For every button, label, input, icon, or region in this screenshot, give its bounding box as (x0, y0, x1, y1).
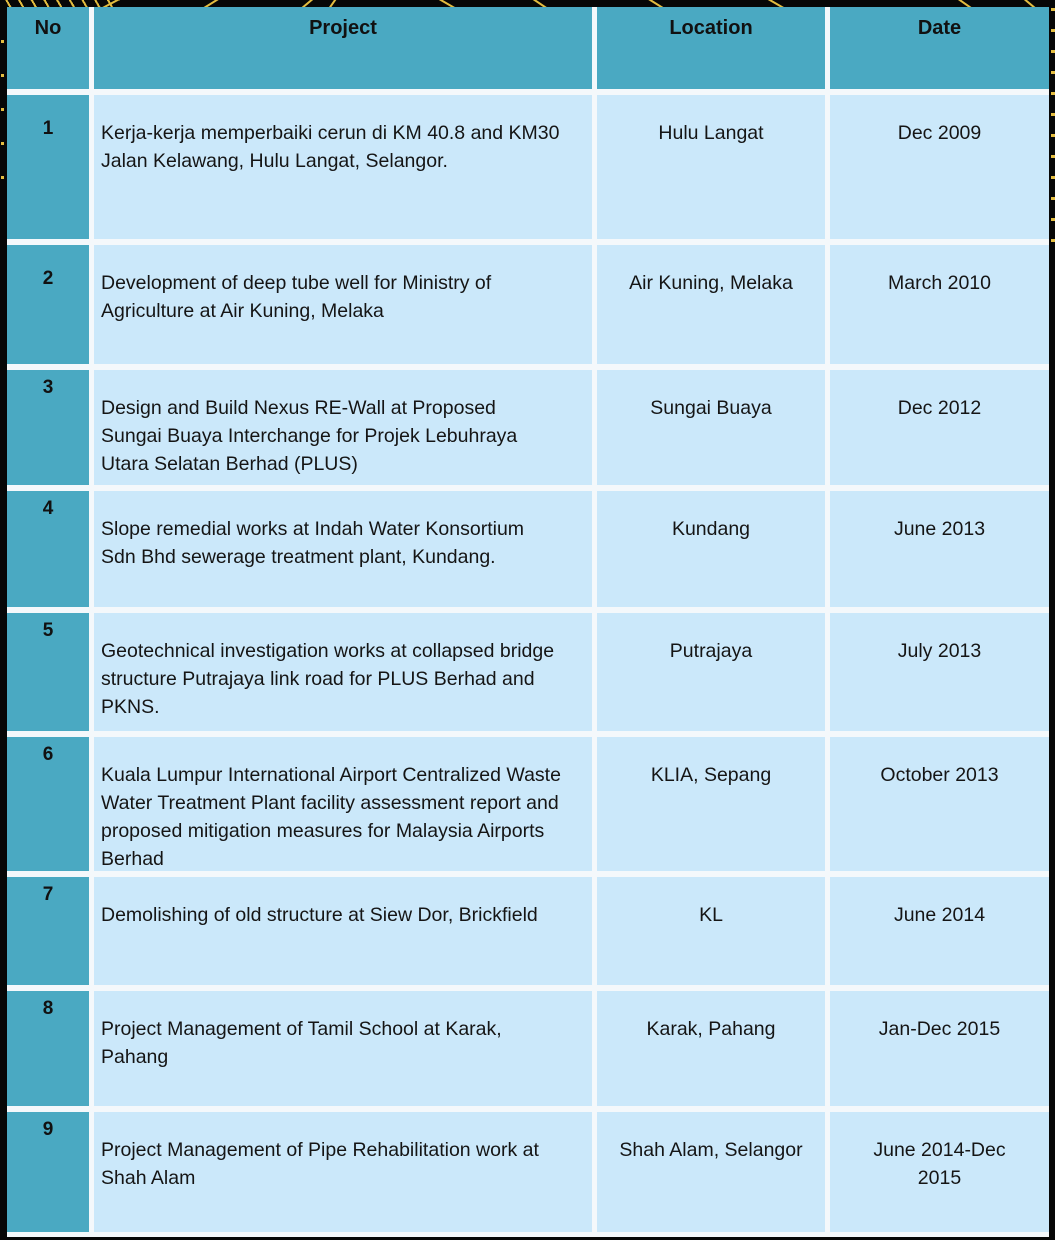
projects-table (7, 7, 1049, 1237)
project-cell: Demolishing of old structure at Siew Dor, Brickfield (94, 877, 592, 985)
project-cell: Project Management of Pipe Rehabilitation work at Shah Alam (94, 1112, 592, 1232)
row-number-cell: 4 (7, 491, 89, 607)
project-cell: Geotechnical investigation works at collapsed bridge structure Putrajaya link road for PLUS Berhad and PKNS. (94, 613, 592, 731)
location-cell: Karak, Pahang (597, 991, 825, 1106)
date-cell: June 2014 (830, 877, 1049, 985)
location-cell: Putrajaya (597, 613, 825, 731)
location-cell: Sungai Buaya (597, 370, 825, 485)
column-header-no: No (7, 7, 89, 89)
row-number-cell: 6 (7, 737, 89, 871)
row-number-cell: 7 (7, 877, 89, 985)
date-cell: Dec 2009 (830, 95, 1049, 239)
location-cell: KLIA, Sepang (597, 737, 825, 871)
row-number-cell: 3 (7, 370, 89, 485)
project-cell: Kerja-kerja memperbaiki cerun di KM 40.8 and KM30 Jalan Kelawang, Hulu Langat, Selangor. (94, 95, 592, 239)
date-cell: June 2013 (830, 491, 1049, 607)
date-cell: June 2014-Dec 2015 (830, 1112, 1049, 1232)
location-cell: Kundang (597, 491, 825, 607)
project-cell: Slope remedial works at Indah Water Konsortium Sdn Bhd sewerage treatment plant, Kundang. (94, 491, 592, 607)
row-number-cell: 1 (7, 95, 89, 239)
deco-yellow-dashes-left (1, 40, 4, 190)
column-header-location: Location (597, 7, 825, 89)
date-cell: Jan-Dec 2015 (830, 991, 1049, 1106)
location-cell: Hulu Langat (597, 95, 825, 239)
column-header-project: Project (94, 7, 592, 89)
project-cell: Kuala Lumpur International Airport Centralized Waste Water Treatment Plant facility assessment report and proposed mitigation measures for Malaysia Airports Berhad (94, 737, 592, 871)
deco-yellow-dashes-right (1051, 8, 1055, 256)
date-cell: March 2010 (830, 245, 1049, 364)
row-number-cell: 5 (7, 613, 89, 731)
date-cell: July 2013 (830, 613, 1049, 731)
location-cell: KL (597, 877, 825, 985)
date-cell: October 2013 (830, 737, 1049, 871)
location-cell: Shah Alam, Selangor (597, 1112, 825, 1232)
project-cell: Development of deep tube well for Ministry of Agriculture at Air Kuning, Melaka (94, 245, 592, 364)
row-number-cell: 9 (7, 1112, 89, 1232)
location-cell: Air Kuning, Melaka (597, 245, 825, 364)
row-number-cell: 2 (7, 245, 89, 364)
column-header-date: Date (830, 7, 1049, 89)
project-cell: Project Management of Tamil School at Karak, Pahang (94, 991, 592, 1106)
project-cell: Design and Build Nexus RE-Wall at Proposed Sungai Buaya Interchange for Projek Lebuhraya Utara Selatan Berhad (PLUS) (94, 370, 592, 485)
row-number-cell: 8 (7, 991, 89, 1106)
date-cell: Dec 2012 (830, 370, 1049, 485)
